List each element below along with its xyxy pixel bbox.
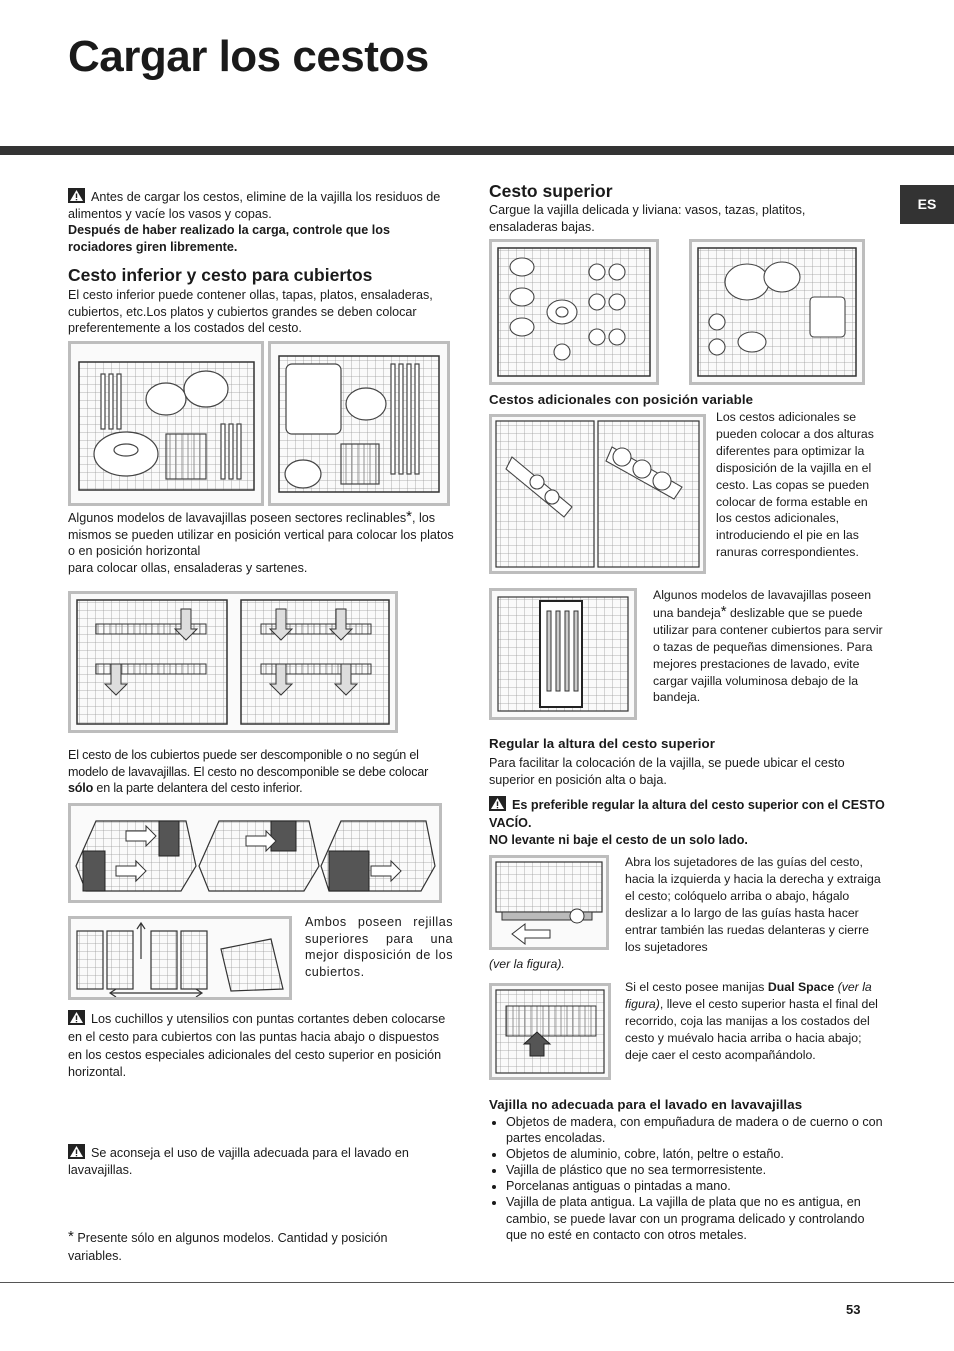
dual-space-ref: (ver la figura) <box>625 980 872 1011</box>
height-warning-b: NO levante ni baje el cesto de un solo lado. <box>489 833 748 848</box>
tray-asterisk: * <box>720 602 727 620</box>
lower-basket-text: El cesto inferior puede contener ollas, tapas, platos, ensaladeras, cubiertos, etc.Los platos y cubiertos grandes se deben colocar preferentemente a los costados del cesto. <box>68 288 433 336</box>
dual-space-text <box>625 979 887 1064</box>
cutlery-text-b: en la parte delantera del cesto inferior. <box>96 781 303 796</box>
upper-basket-heading: Cesto superior <box>489 181 613 201</box>
warning-text: Antes de cargar los cestos, elimine de la vajilla los residuos de alimentos y vacíe los vasos y copas. <box>68 190 441 221</box>
additional-baskets-text: Los cestos adicionales se pueden colocar a dos alturas diferentes para optimizar la disposición de la vajilla en el cesto. Las copas se pueden colocar de forma estable en los cestos adicionales, introduciendo el pie en las ranuras correspondientes. <box>716 410 874 560</box>
sliding-tray-text <box>653 587 887 706</box>
height-adjust-text: Para facilitar la colocación de la vajilla, se puede ubicar el cesto superior en posición alta o baja. <box>489 756 845 787</box>
height-adjust-warning <box>489 796 887 850</box>
rail-clips-text: Abra los sujetadores de las guías del cesto, hacia la izquierda y hacia la derecha y extraiga el cesto; colóquelo arriba o abajo, hágalo deslizar a lo largo de las guías hasta hacer entrar también las ruedas delanteras y cierre los sujetadores <box>625 855 881 954</box>
unsuitable-item: • Porcelanas antiguas o pintadas a mano. <box>506 1178 887 1194</box>
lower-basket-image-1 <box>68 341 264 506</box>
footnote-asterisk: * <box>68 1228 74 1245</box>
upper-basket-image-1 <box>489 239 659 385</box>
unsuitable-list <box>489 1114 887 1243</box>
lower-basket-heading: Cesto inferior y cesto para cubiertos <box>68 265 373 285</box>
unsuitable-item: • Objetos de aluminio, cobre, latón, peltre o estaño. <box>506 1146 887 1162</box>
page-number: 53 <box>846 1302 861 1317</box>
upper-basket-image-2 <box>689 239 865 385</box>
rail-clips-ref: (ver la figura). <box>489 957 565 971</box>
sectors-text-a: Algunos modelos de lavavajillas poseen sectores reclinables <box>68 511 407 525</box>
cutlery-bold: sólo <box>68 781 94 796</box>
additional-baskets-image <box>489 414 706 574</box>
sectors-text <box>68 509 454 576</box>
dual-text-b: , lleve el cesto superior hasta el final del recorrido, coja las manijas a los costados del cesto y muévalo hacia arriba o hacia abajo; deje caer el cesto acompañándolo. <box>625 996 878 1062</box>
cutlery-grids-image <box>68 916 292 1000</box>
unsuitable-item: • Objetos de madera, con empuñadura de madera o de cuerno o con partes encoladas. <box>506 1114 887 1146</box>
warning-sharp-text: Los cuchillos y utensilios con puntas cortantes deben colocarse en el cesto para cubiertos con las puntas hacia abajo o dispuestos en los cestos especiales adicionales del cesto superior en posición horizontal. <box>68 1012 446 1080</box>
title-divider <box>0 146 954 155</box>
additional-baskets-heading: Cestos adicionales con posición variable <box>489 392 754 407</box>
dual-space-image <box>489 983 611 1080</box>
language-tab: ES <box>900 185 954 224</box>
cutlery-basket-positions-image <box>68 803 442 903</box>
height-adjust-heading: Regular la altura del cesto superior <box>489 736 716 751</box>
sectors-text-b: , los mismos se pueden utilizar en posición vertical para colocar los platos o en posición horizontal <box>68 511 454 559</box>
tray-text-b: deslizable que se puede utilizar para contener cubiertos para servir o tazas de pequeñas dimensiones. Para mejores prestaciones de lavado, evite cargar vajilla voluminosa debajo de la bandeja. <box>653 605 883 705</box>
unsuitable-item: • Vajilla de plata antigua. La vajilla de plata que no es antigua, en cambio, se puede lavar con un programa delicado y controlando que no esté en contacto con otros metales. <box>506 1194 887 1242</box>
sectors-text-c: para colocar ollas, ensaladeras y sartenes. <box>68 560 308 575</box>
dual-space-bold: Dual Space <box>767 980 835 994</box>
rail-clips-image <box>489 855 609 950</box>
warning-suitable-text: Se aconseja el uso de vajilla adecuada para el lavado en lavavajillas. <box>68 1146 409 1177</box>
warning-icon <box>68 1144 85 1159</box>
tray-text-a: Algunos modelos de lavavajillas poseen una bandeja <box>653 588 872 620</box>
height-warning-a: Es preferible regular la altura del cesto superior con el CESTO VACÍO. <box>489 798 885 830</box>
warning-bold-text: Después de haber realizado la carga, controle que los rociadores giren libremente. <box>68 223 390 254</box>
page-title: Cargar los cestos <box>68 32 429 81</box>
footer-divider <box>0 1282 954 1283</box>
warning-before-loading <box>68 188 454 255</box>
cutlery-text-a: El cesto de los cubiertos puede ser descomponible o no según el modelo de lavavajillas. El cesto no descomponible se debe colocar <box>68 748 429 779</box>
warning-icon <box>489 796 506 811</box>
sectors-asterisk: * <box>406 508 412 525</box>
footnote-text: Presente sólo en algunos modelos. Cantidad y posición variables. <box>68 1231 388 1263</box>
dual-text-a: Si el cesto posee manijas <box>625 980 765 994</box>
lower-basket-image-2 <box>268 341 450 506</box>
grids-text: Ambos poseen rejillas superiores para una mejor disposición de los cubiertos. <box>305 915 453 979</box>
warning-suitable-dishes <box>68 1144 448 1178</box>
unsuitable-heading: Vajilla no adecuada para el lavado en lavavajillas <box>489 1097 803 1112</box>
unsuitable-item: • Vajilla de plástico que no sea termorresistente. <box>506 1162 887 1178</box>
sliding-tray-image <box>489 588 637 720</box>
warning-icon <box>68 1010 85 1025</box>
upper-basket-text: Cargue la vajilla delicada y liviana: vasos, tazas, platitos, ensaladeras bajas. <box>489 203 806 234</box>
footnote <box>68 1228 438 1266</box>
cutlery-basket-text <box>68 747 454 797</box>
warning-sharp-utensils <box>68 1010 448 1082</box>
foldable-sectors-image <box>68 591 398 733</box>
warning-icon <box>68 188 85 203</box>
